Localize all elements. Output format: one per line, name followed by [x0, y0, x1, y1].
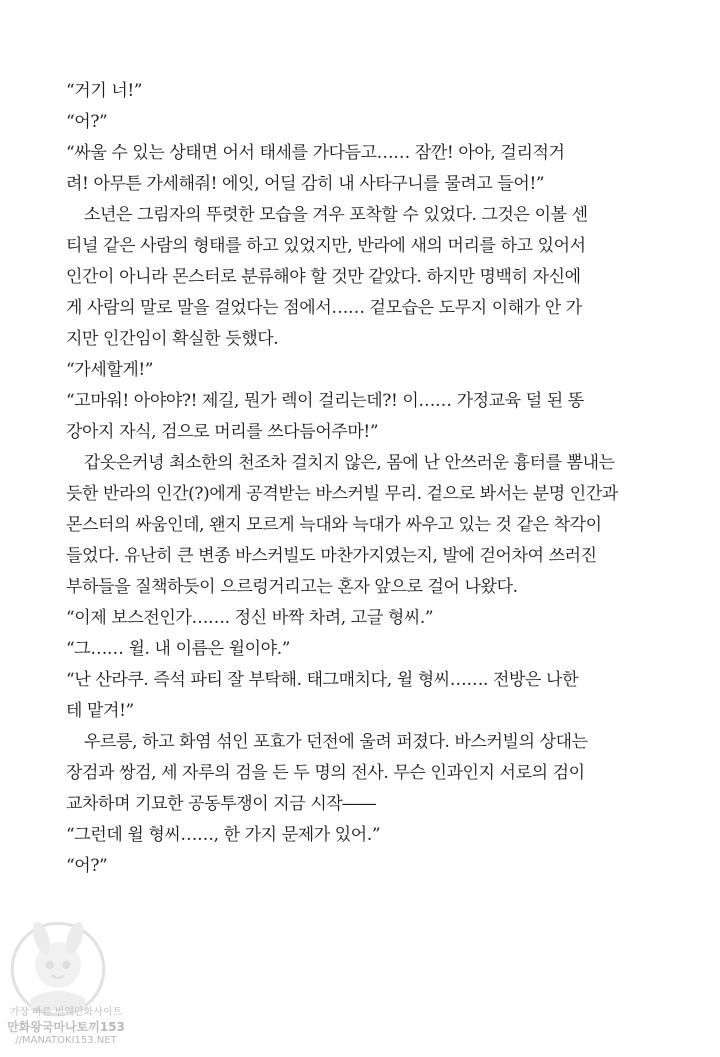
text-line: 갑옷은커녕 최소한의 천조차 걸치지 않은, 몸에 난 안쓰러운 흉터를 뽐내는: [84, 453, 615, 473]
text-line: 티널 같은 사람의 형태를 하고 있었지만, 반라에 새의 머리를 하고 있어서: [66, 236, 586, 256]
text-line: “어?”: [66, 856, 108, 876]
text-line: 지만 인간임이 확실한 듯했다.: [66, 329, 279, 349]
text-line: 듯한 반라의 인간(?)에게 공격받는 바스커빌 무리. 겉으로 봐서는 분명 인간과: [66, 484, 618, 504]
text-line: 교차하며 기묘한 공동투쟁이 지금 시작――: [66, 794, 376, 814]
text-line: 인간이 아니라 몬스터로 분류해야 할 것만 같았다. 하지만 명백히 자신에: [66, 267, 581, 287]
text-line: “가세할게!”: [66, 360, 154, 380]
text-line: 소년은 그림자의 뚜렷한 모습을 겨우 포착할 수 있었다. 그것은 이볼 센: [84, 205, 588, 225]
text-line: “어?”: [66, 112, 108, 132]
text-line: “그런데 윌 형씨……, 한 가지 문제가 있어.”: [66, 825, 381, 845]
text-line: “그…… 윌. 내 이름은 윌이야.”: [66, 639, 291, 659]
text-line: “싸울 수 있는 상태면 어서 태세를 가다듬고…… 잠깐! 아아, 걸리적거: [66, 143, 565, 163]
watermark-tagline: 가장 빠른 번역만화사이트: [9, 1007, 123, 1018]
body-text: [66, 76, 666, 882]
watermark-url: //MANATOKI153.NET: [15, 1035, 117, 1046]
text-line: 게 사람의 말로 말을 걸었다는 점에서…… 겉모습은 도무지 이해가 안 가: [66, 298, 582, 318]
text-line: 들었다. 유난히 큰 변종 바스커빌도 마찬가지였는지, 발에 걷어차여 쓰러진: [66, 546, 597, 566]
text-line: 부하들을 질책하듯이 으르렁거리고는 혼자 앞으로 걸어 나왔다.: [66, 577, 518, 597]
text-line: “거기 너!”: [66, 81, 143, 101]
text-line: 강아지 자식, 검으로 머리를 쓰다듬어주마!”: [66, 422, 379, 442]
text-line: 몬스터의 싸움인데, 왠지 모르게 늑대와 늑대가 싸우고 있는 것 같은 착각이: [66, 515, 602, 535]
text-line: “고마워! 아야야?! 제길, 뭔가 렉이 걸리는데?! 이…… 가정교육 덜 된 똥: [66, 391, 584, 411]
watermark-site-name: 만화왕국마나토끼153: [7, 1020, 125, 1034]
text-line: “이제 보스전인가……. 정신 바짝 차려, 고글 형씨.”: [66, 608, 434, 628]
text-line: 려! 아무튼 가세해줘! 에잇, 어딜 감히 내 사타구니를 물려고 들어!”: [66, 174, 545, 194]
watermark: [0, 905, 130, 1057]
text-line: 테 맡겨!”: [66, 701, 134, 721]
text-line: “난 산라쿠. 즉석 파티 잘 부탁해. 태그매치다, 윌 형씨……. 전방은 나한: [66, 670, 579, 690]
text-line: 우르릉, 하고 화염 섞인 포효가 던전에 울려 퍼졌다. 바스커빌의 상대는: [84, 732, 588, 752]
text-line: 장검과 쌍검, 세 자루의 검을 든 두 명의 전사. 무슨 인과인지 서로의 검이: [66, 763, 585, 783]
